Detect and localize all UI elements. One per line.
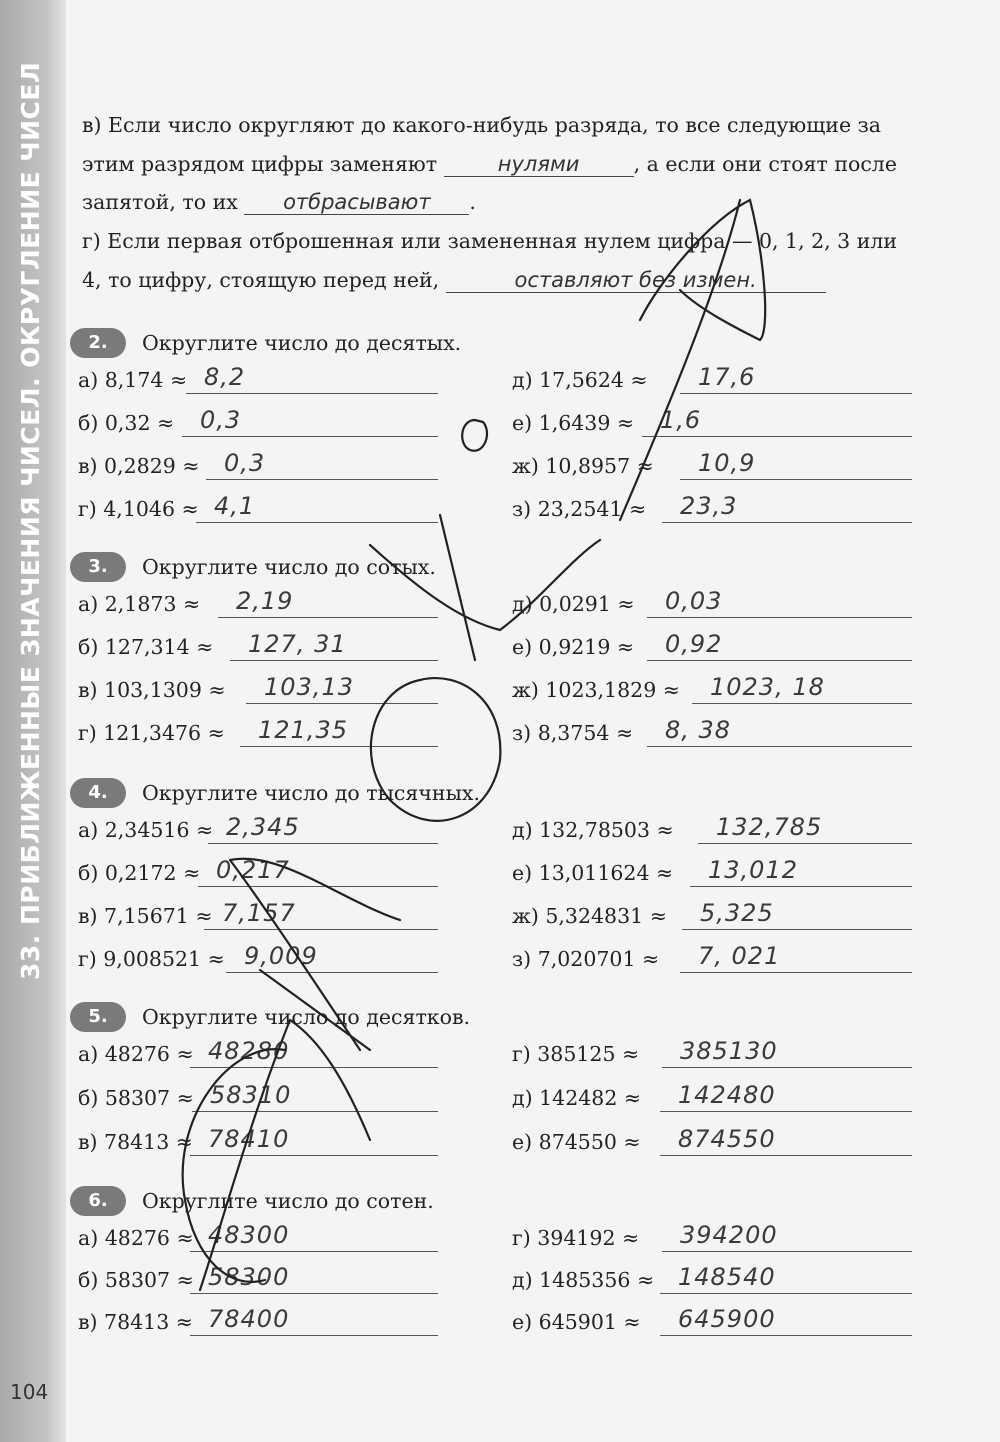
exercise-title: Округлите число до десятых. xyxy=(142,331,462,355)
item-label: г) 4,1046 ≈ xyxy=(78,497,199,521)
handwritten-answer: 0,3 xyxy=(224,449,266,477)
item-label: з) 7,020701 ≈ xyxy=(512,947,660,971)
item-label: е) 645901 ≈ xyxy=(512,1310,641,1334)
item-label: а) 8,174 ≈ xyxy=(78,368,188,392)
handwritten-answer: 5,325 xyxy=(700,899,774,927)
item-label: а) 2,34516 ≈ xyxy=(78,818,214,842)
exercise-title: Округлите число до сотен. xyxy=(142,1189,434,1213)
paragraph-v-text-2: , а если они стоят после запятой, то их xyxy=(82,151,897,214)
handwritten-answer: 0,92 xyxy=(665,630,723,658)
item-label: а) 48276 ≈ xyxy=(78,1226,194,1250)
item-label: в) 103,1309 ≈ xyxy=(78,678,226,702)
item-label: а) 2,1873 ≈ xyxy=(78,592,201,616)
item-label: г) 9,008521 ≈ xyxy=(78,947,225,971)
stamp-letter-p xyxy=(200,1020,370,1290)
item-label: г) 121,3476 ≈ xyxy=(78,721,225,745)
handwritten-answer: 9,009 xyxy=(244,942,318,970)
item-label: в) 0,2829 ≈ xyxy=(78,454,200,478)
stamp-letter-k xyxy=(370,515,600,660)
exercise-title: Округлите число до сотых. xyxy=(142,555,436,579)
handwritten-answer: 48280 xyxy=(208,1037,290,1065)
item-label: ж) 1023,1829 ≈ xyxy=(512,678,680,702)
paragraph-g-text-1: г) Если первая отброшенная или замененная нулем цифра — 0, 1, 2, 3 или 4, то цифру, стоящую перед ней, xyxy=(82,229,898,292)
item-label: б) 0,2172 ≈ xyxy=(78,861,201,885)
item-label: д) 17,5624 ≈ xyxy=(512,368,648,392)
item-label: е) 874550 ≈ xyxy=(512,1130,641,1154)
stamp-stroke-top xyxy=(620,200,765,520)
item-label: б) 58307 ≈ xyxy=(78,1086,194,1110)
item-label: д) 132,78503 ≈ xyxy=(512,818,674,842)
item-label: в) 78413 ≈ xyxy=(78,1130,193,1154)
item-label: е) 1,6439 ≈ xyxy=(512,411,635,435)
paragraph-v-text-3: . xyxy=(469,190,476,214)
handwritten-answer: 8,2 xyxy=(204,363,246,391)
handwritten-answer: 0,3 xyxy=(200,406,242,434)
handwritten-answer: 142480 xyxy=(678,1081,776,1109)
handwritten-answer: 7,157 xyxy=(222,899,296,927)
exercise-number-badge: 5. xyxy=(70,1002,126,1032)
handwritten-answer: 103,13 xyxy=(264,673,354,701)
handwritten-answer: 0,03 xyxy=(665,587,723,615)
handwritten-answer: 0,217 xyxy=(216,856,290,884)
handwritten-answer: 874550 xyxy=(678,1125,776,1153)
item-label: а) 48276 ≈ xyxy=(78,1042,194,1066)
item-label: в) 78413 ≈ xyxy=(78,1310,193,1334)
exercise-title: Округлите число до десятков. xyxy=(142,1005,470,1029)
item-label: г) 385125 ≈ xyxy=(512,1042,640,1066)
handwritten-answer: 7, 021 xyxy=(698,942,781,970)
item-label: б) 58307 ≈ xyxy=(78,1268,194,1292)
item-label: ж) 10,8957 ≈ xyxy=(512,454,654,478)
item-label: ж) 5,324831 ≈ xyxy=(512,904,667,928)
handwritten-answer: 394200 xyxy=(680,1221,778,1249)
handwritten-answer: 58300 xyxy=(208,1263,290,1291)
item-label: е) 0,9219 ≈ xyxy=(512,635,635,659)
stamp-letter-o xyxy=(371,678,500,821)
handwritten-answer: 1023, 18 xyxy=(710,673,825,701)
answer-blank-discard[interactable]: отбрасывают xyxy=(244,190,469,215)
item-label: з) 8,3754 ≈ xyxy=(512,721,634,745)
handwritten-answer: 385130 xyxy=(680,1037,778,1065)
exercise-number-badge: 6. xyxy=(70,1186,126,1216)
answer-blank-zeros[interactable]: нулями xyxy=(444,152,634,177)
handwritten-answer: 17,6 xyxy=(698,363,756,391)
exercise-title: Округлите число до тысячных. xyxy=(142,781,480,805)
item-label: д) 0,0291 ≈ xyxy=(512,592,635,616)
item-label: г) 394192 ≈ xyxy=(512,1226,640,1250)
handwritten-answer: 13,012 xyxy=(708,856,798,884)
handwritten-answer: 2,19 xyxy=(236,587,294,615)
item-label: б) 127,314 ≈ xyxy=(78,635,214,659)
handwritten-answer: 645900 xyxy=(678,1305,776,1333)
item-label: з) 23,2541 ≈ xyxy=(512,497,647,521)
stamp-letter-c xyxy=(183,1049,285,1282)
item-label: д) 1485356 ≈ xyxy=(512,1268,655,1292)
exercise-number-badge: 3. xyxy=(70,552,126,582)
handwritten-answer: 1,6 xyxy=(660,406,702,434)
exercise-number-badge: 2. xyxy=(70,328,126,358)
page-number: 104 xyxy=(10,1380,49,1404)
answer-blank-keep[interactable]: оставляют без измен. xyxy=(446,268,826,293)
item-label: д) 142482 ≈ xyxy=(512,1086,642,1110)
handwritten-answer: 127, 31 xyxy=(248,630,347,658)
handwritten-answer: 8, 38 xyxy=(665,716,732,744)
handwritten-answer: 2,345 xyxy=(226,813,300,841)
stamp-small-o xyxy=(462,420,487,451)
handwritten-answer: 78410 xyxy=(208,1125,290,1153)
side-chapter-title: 33. ПРИБЛИЖЕННЫЕ ЗНАЧЕНИЯ ЧИСЕЛ. ОКРУГЛЕНИЕ ЧИСЕЛ xyxy=(16,61,45,980)
handwritten-answer: 78400 xyxy=(208,1305,290,1333)
handwritten-answer: 58310 xyxy=(210,1081,292,1109)
handwritten-answer: 132,785 xyxy=(716,813,823,841)
item-label: е) 13,011624 ≈ xyxy=(512,861,674,885)
handwritten-answer: 4,1 xyxy=(214,492,256,520)
handwritten-answer: 10,9 xyxy=(698,449,756,477)
handwritten-answer: 23,3 xyxy=(680,492,738,520)
handwritten-answer: 48300 xyxy=(208,1221,290,1249)
item-label: в) 7,15671 ≈ xyxy=(78,904,213,928)
exercise-number-badge: 4. xyxy=(70,778,126,808)
paragraph-v-text-1: в) Если число округляют до какого-нибудь разряда, то все следующие за этим разрядом цифры заменяют xyxy=(82,113,881,176)
handwritten-answer: 121,35 xyxy=(258,716,348,744)
item-label: б) 0,32 ≈ xyxy=(78,411,175,435)
handwritten-answer: 148540 xyxy=(678,1263,776,1291)
stamp-letter-i xyxy=(230,859,400,1050)
